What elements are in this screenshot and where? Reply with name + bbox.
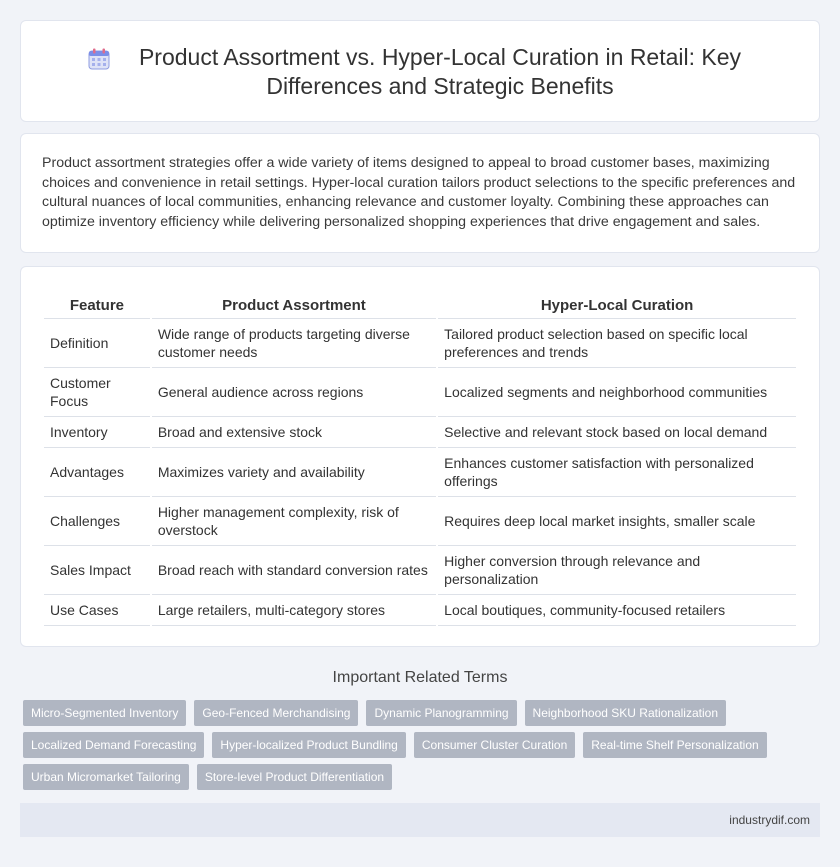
footer-site-link[interactable]: industrydif.com bbox=[729, 813, 810, 827]
row-product-assortment: Broad and extensive stock bbox=[152, 417, 436, 448]
row-product-assortment: Higher management complexity, risk of overstock bbox=[152, 497, 436, 546]
row-hyper-local-curation: Enhances customer satisfaction with personalized offerings bbox=[438, 448, 796, 497]
table-row bbox=[44, 497, 796, 546]
term-tag[interactable]: Localized Demand Forecasting bbox=[23, 732, 204, 758]
row-product-assortment: Wide range of products targeting diverse customer needs bbox=[152, 319, 436, 368]
row-hyper-local-curation: Higher conversion through relevance and personalization bbox=[438, 546, 796, 595]
table-header-row bbox=[44, 295, 796, 319]
term-tag[interactable]: Consumer Cluster Curation bbox=[414, 732, 575, 758]
title-card bbox=[20, 20, 820, 122]
footer bbox=[20, 803, 820, 837]
term-tag[interactable]: Real-time Shelf Personalization bbox=[583, 732, 766, 758]
row-hyper-local-curation: Localized segments and neighborhood communities bbox=[438, 368, 796, 417]
term-tag[interactable]: Geo-Fenced Merchandising bbox=[194, 700, 358, 726]
row-feature: Inventory bbox=[44, 417, 150, 448]
row-product-assortment: Broad reach with standard conversion rates bbox=[152, 546, 436, 595]
intro-paragraph: Product assortment strategies offer a wide variety of items designed to appeal to broad customer bases, maximizing choices and convenience in retail settings. Hyper-local curation tailors product selections to the specific preferences and cultural nuances of local communities, enhancing relevance and customer loyalty. Combining these approaches can optimize inventory efficiency while delivering personalized shopping experiences that drive engagement and sales. bbox=[42, 155, 796, 230]
table-row bbox=[44, 595, 796, 626]
calendar-icon bbox=[87, 47, 111, 71]
row-hyper-local-curation: Requires deep local market insights, smaller scale bbox=[438, 497, 796, 546]
table-row bbox=[44, 448, 796, 497]
term-tag[interactable]: Dynamic Planogramming bbox=[366, 700, 516, 726]
row-hyper-local-curation: Tailored product selection based on specific local preferences and trends bbox=[438, 319, 796, 368]
comparison-table bbox=[42, 295, 798, 626]
term-tag[interactable]: Neighborhood SKU Rationalization bbox=[525, 700, 726, 726]
row-feature: Advantages bbox=[44, 448, 150, 497]
row-feature: Customer Focus bbox=[44, 368, 150, 417]
row-product-assortment: Maximizes variety and availability bbox=[152, 448, 436, 497]
table-row bbox=[44, 546, 796, 595]
term-tag[interactable]: Micro-Segmented Inventory bbox=[23, 700, 186, 726]
related-terms-heading: Important Related Terms bbox=[332, 669, 508, 686]
row-product-assortment: Large retailers, multi-category stores bbox=[152, 595, 436, 626]
table-row bbox=[44, 319, 796, 368]
page-title: Product Assortment vs. Hyper-Local Curation in Retail: Key Differences and Strategic Benefits bbox=[138, 44, 742, 99]
related-terms-list bbox=[23, 700, 813, 790]
header-product-assortment: Product Assortment bbox=[152, 295, 436, 319]
intro-card bbox=[20, 133, 820, 253]
term-tag[interactable]: Store-level Product Differentiation bbox=[197, 764, 392, 790]
table-row bbox=[44, 417, 796, 448]
row-feature: Challenges bbox=[44, 497, 150, 546]
term-tag[interactable]: Hyper-localized Product Bundling bbox=[212, 732, 405, 758]
row-feature: Definition bbox=[44, 319, 150, 368]
row-feature: Sales Impact bbox=[44, 546, 150, 595]
row-hyper-local-curation: Local boutiques, community-focused retailers bbox=[438, 595, 796, 626]
row-feature: Use Cases bbox=[44, 595, 150, 626]
header-hyper-local-curation: Hyper-Local Curation bbox=[438, 295, 796, 319]
header-feature: Feature bbox=[44, 295, 150, 319]
title-wrap bbox=[21, 43, 819, 101]
table-row bbox=[44, 368, 796, 417]
row-hyper-local-curation: Selective and relevant stock based on local demand bbox=[438, 417, 796, 448]
row-product-assortment: General audience across regions bbox=[152, 368, 436, 417]
term-tag[interactable]: Urban Micromarket Tailoring bbox=[23, 764, 189, 790]
comparison-card bbox=[20, 266, 820, 647]
